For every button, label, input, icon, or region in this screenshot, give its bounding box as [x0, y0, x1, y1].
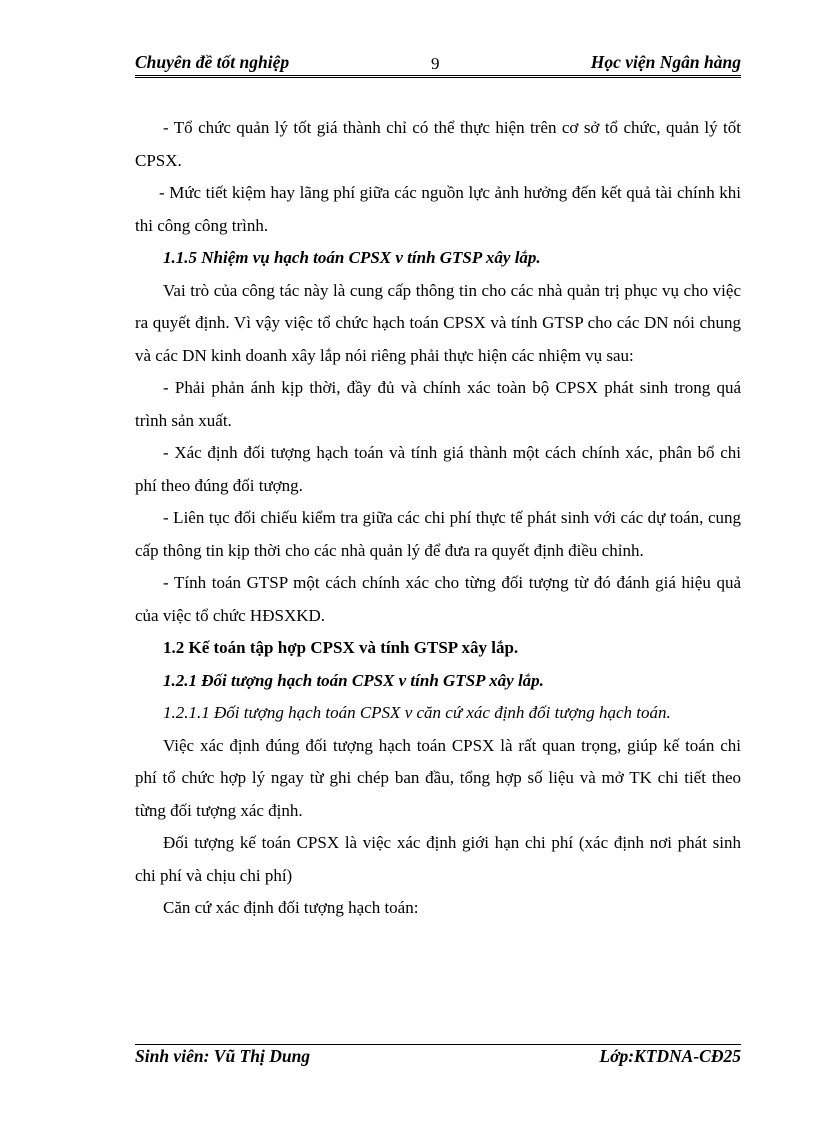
paragraph: - Phải phản ánh kịp thời, đầy đủ và chính xác toàn bộ CPSX phát sinh trong quá trình sản xuất. [135, 378, 741, 430]
footer-class: Lớp:KTDNA-CĐ25 [599, 1046, 741, 1066]
paragraph: Căn cứ xác định đối tượng hạch toán: [163, 898, 419, 917]
page-footer [135, 1046, 741, 1070]
footer-rule [135, 1044, 741, 1045]
subsection-heading: 1.2.1 Đối tượng hạch toán CPSX v tính GTSP xây lắp. [163, 670, 544, 690]
paragraph: Vai trò của công tác này là cung cấp thông tin cho các nhà quản trị phục vụ cho việc ra quyết định. Vì vậy việc tổ chức hạch toán CPSX và tính GTSP cho các DN nói chung và các DN kinh doanh xây lắp nói riêng phải thực hiện các nhiệm vụ sau: [135, 280, 741, 365]
section-heading: 1.1.5 Nhiệm vụ hạch toán CPSX v tính GTSP xây lắp. [163, 248, 541, 267]
paragraph: - Mức tiết kiệm hay lãng phí giữa các nguồn lực ảnh hưởng đến kết quả tài chính khi thi công công trình. [135, 183, 741, 235]
section-heading: 1.2 Kế toán tập hợp CPSX và tính GTSP xây lắp. [163, 638, 519, 657]
paragraph: - Liên tục đối chiếu kiểm tra giữa các chi phí thực tế phát sinh với các dự toán, cung cấp thông tin kịp thời cho các nhà quản lý để đưa ra quyết định điều chỉnh. [135, 508, 741, 560]
paragraph: Đối tượng kế toán CPSX là việc xác định giới hạn chi phí (xác định nơi phát sinh chi phí và chịu chi phí) [135, 833, 741, 885]
header-left-title: Chuyên đề tốt nghiệp [135, 52, 290, 72]
paragraph: Việc xác định đúng đối tượng hạch toán CPSX là rất quan trọng, giúp kế toán chi phí tổ chức hợp lý ngay từ ghi chép ban đầu, tổng hợp số liệu và mở TK chi tiết theo từng đối tượng xác định. [135, 735, 741, 820]
page-header [135, 52, 741, 76]
paragraph: - Tính toán GTSP một cách chính xác cho từng đối tượng từ đó đánh giá hiệu quả của việc tổ chức HĐSXKD. [135, 573, 741, 625]
header-right-title: Học viện Ngân hàng [590, 52, 741, 72]
paragraph: - Xác định đối tượng hạch toán và tính giá thành một cách chính xác, phân bổ chi phí theo đúng đối tượng. [135, 443, 741, 495]
paragraph: - Tổ chức quản lý tốt giá thành chỉ có thể thực hiện trên cơ sở tổ chức, quản lý tốt CPSX. [135, 118, 741, 170]
sub-subsection-heading: 1.2.1.1 Đối tượng hạch toán CPSX v căn cứ xác định đối tượng hạch toán. [163, 703, 671, 722]
header-rule [135, 75, 741, 78]
document-body [135, 112, 741, 925]
page-number: 9 [431, 54, 440, 73]
footer-student: Sinh viên: Vũ Thị Dung [135, 1046, 311, 1066]
